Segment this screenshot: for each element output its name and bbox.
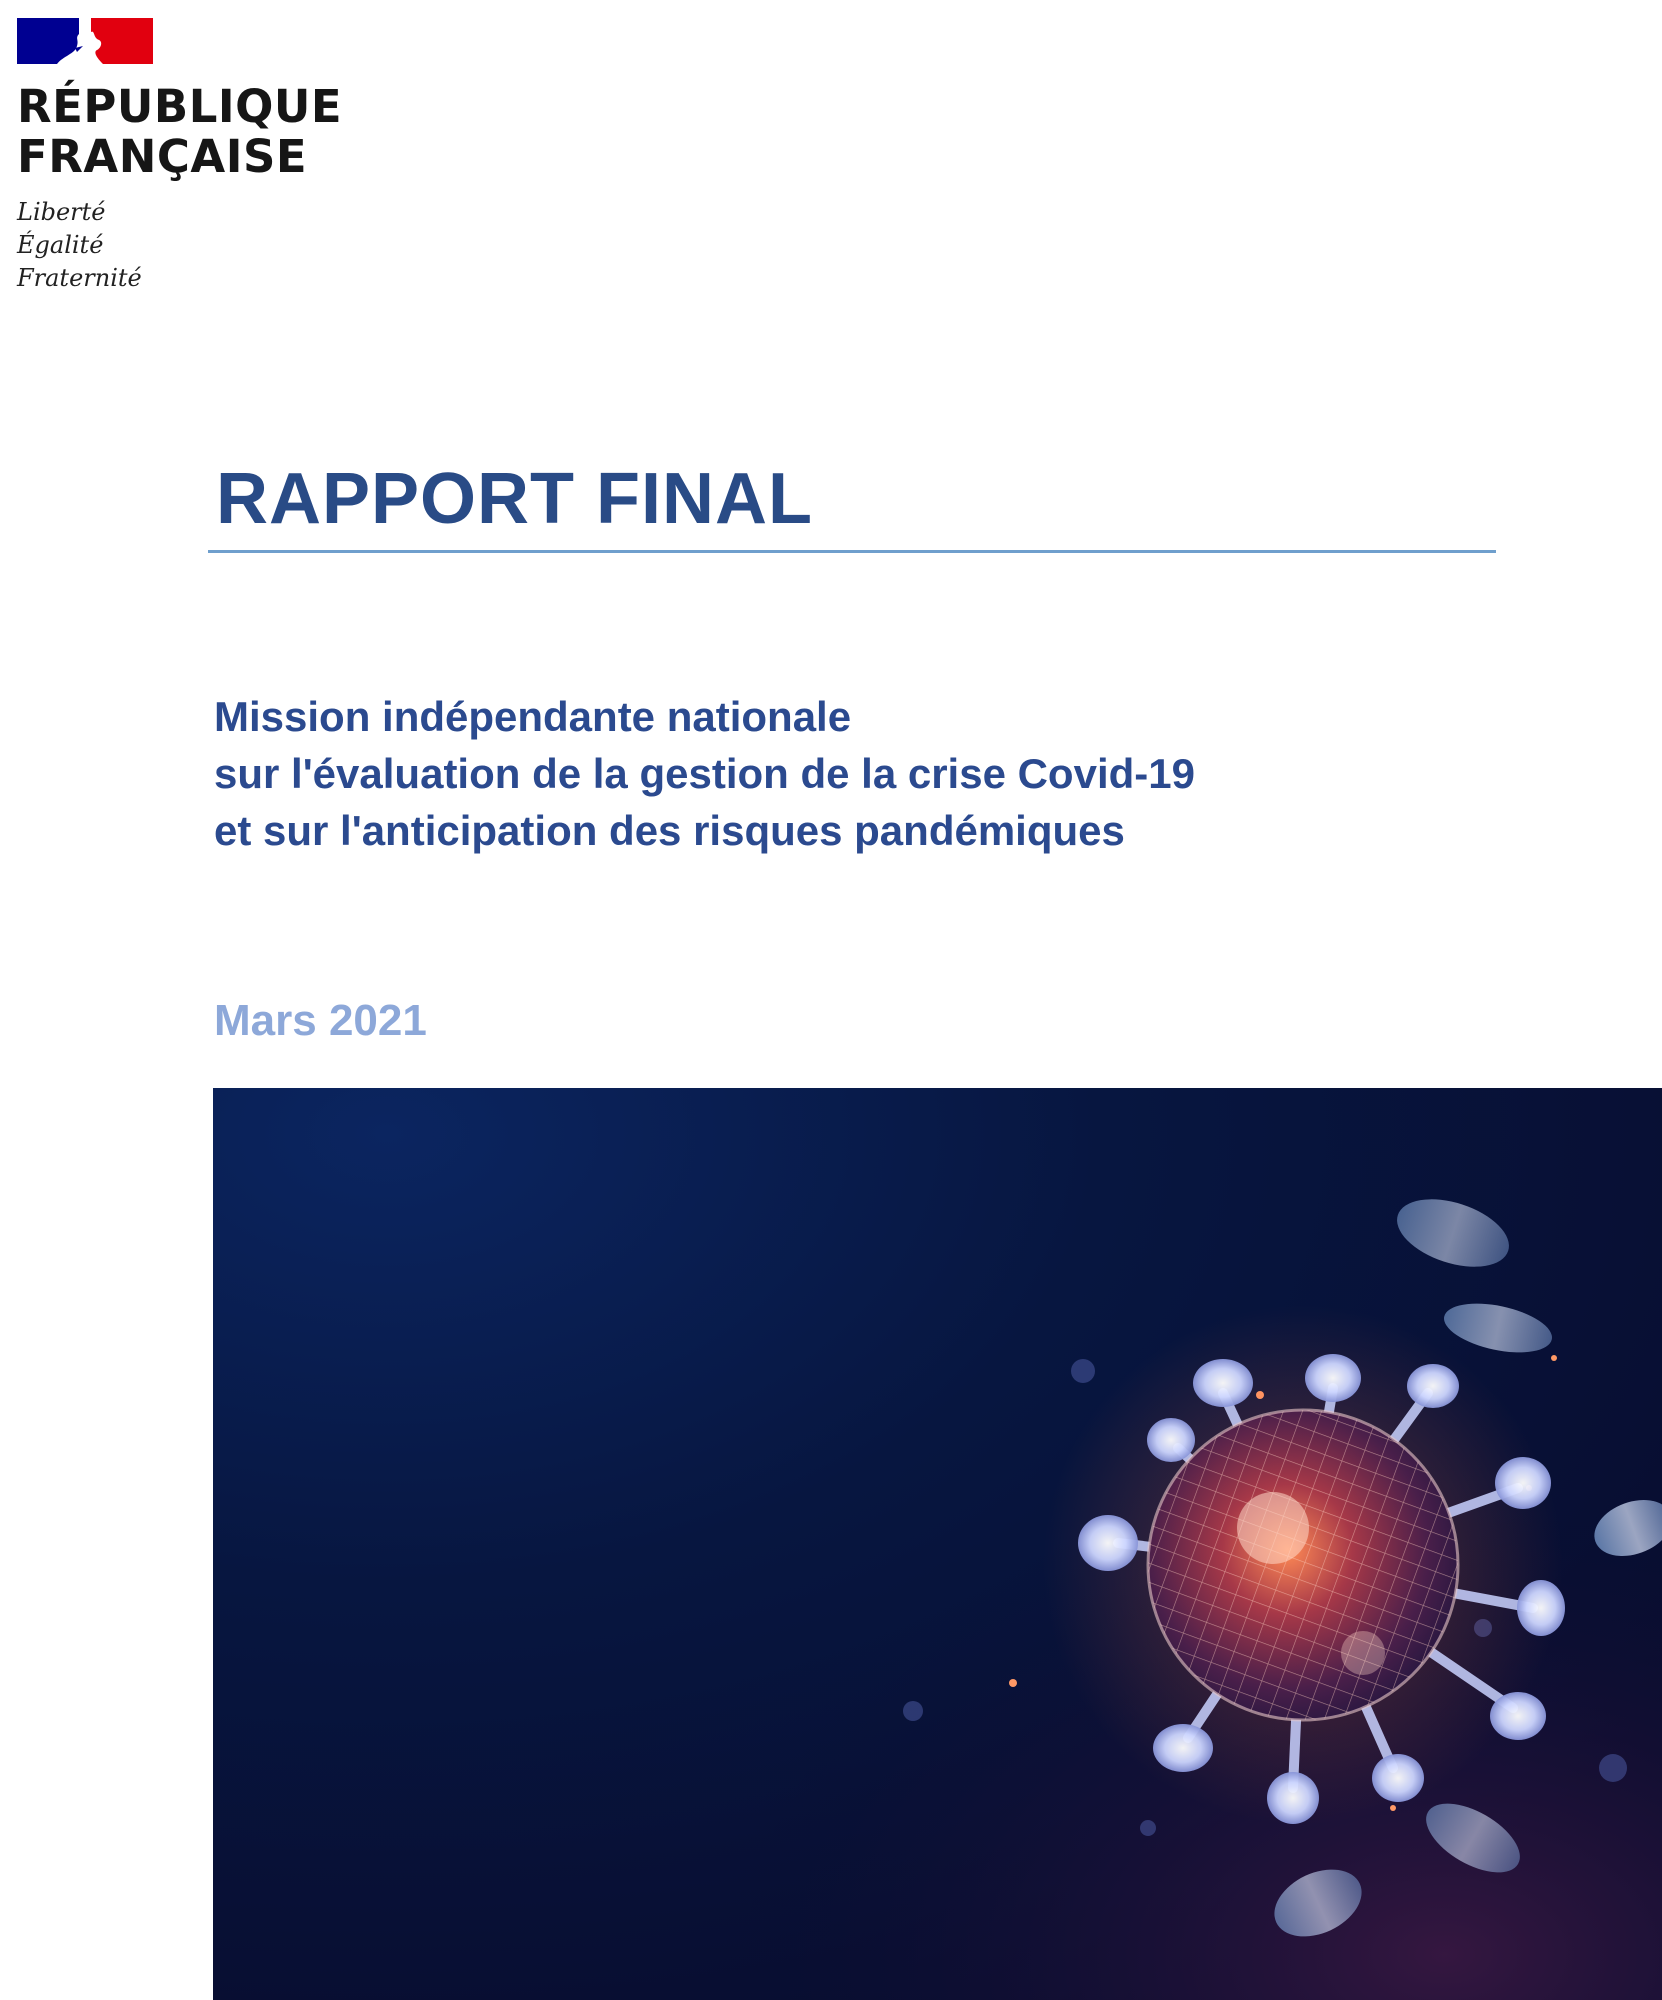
subtitle-line-2: sur l'évaluation de la gestion de la crise Covid-19 bbox=[214, 750, 1195, 797]
page-title: RAPPORT FINAL bbox=[216, 459, 813, 539]
marianne-flag-icon bbox=[17, 16, 153, 66]
subtitle-line-3: et sur l'anticipation des risques pandémiques bbox=[214, 807, 1125, 854]
logo-line-francaise: FRANÇAISE bbox=[17, 130, 308, 183]
subtitle-line-1: Mission indépendante nationale bbox=[214, 693, 852, 740]
title-underline bbox=[208, 550, 1496, 553]
motto-egalite: Égalité bbox=[17, 231, 104, 259]
subtitle bbox=[214, 688, 1514, 859]
republique-francaise-logo bbox=[17, 16, 343, 295]
virus-body bbox=[1043, 1305, 1565, 1825]
motto bbox=[17, 196, 337, 295]
motto-fraternite: Fraternité bbox=[17, 264, 142, 292]
virus-illustration-icon bbox=[213, 1088, 1662, 2000]
logo-wordmark bbox=[17, 80, 343, 183]
logo-line-republique: RÉPUBLIQUE bbox=[17, 80, 343, 133]
report-date: Mars 2021 bbox=[214, 996, 427, 1045]
cover-image bbox=[213, 1088, 1662, 2000]
title-section bbox=[208, 456, 1496, 553]
motto-liberte: Liberté bbox=[17, 198, 106, 226]
